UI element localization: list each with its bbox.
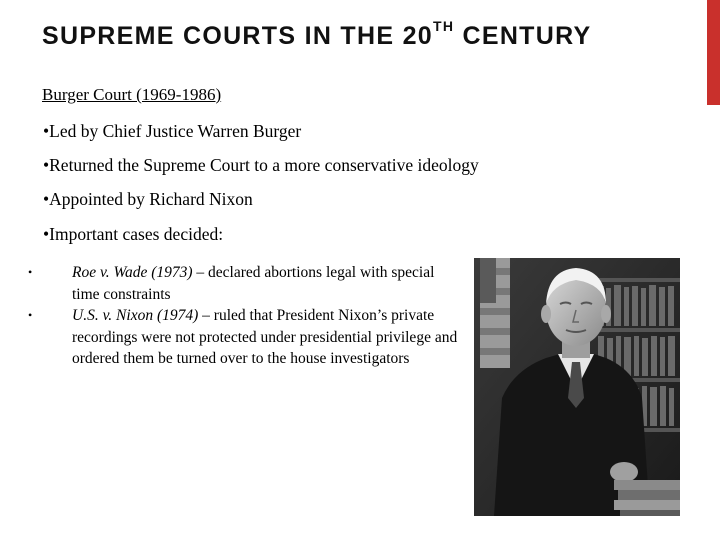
case-name: Roe v. Wade (1973) [72, 264, 193, 281]
title-superscript: TH [432, 18, 455, 34]
case-list [26, 262, 458, 370]
case-item-roe [26, 262, 458, 305]
bullet-ideology: •Returned the Supreme Court to a more conservative ideology [43, 155, 479, 175]
portrait-photo-icon [474, 258, 680, 516]
accent-bar [707, 0, 720, 105]
bullet-marker: • [28, 265, 33, 279]
warren-burger-portrait [474, 258, 680, 516]
case-item-nixon [26, 305, 458, 370]
bullet-chief-justice: •Led by Chief Justice Warren Burger [43, 121, 302, 141]
case-description: – ruled that President Nixon’s private recordings were not protected under presidential privilege and ordered them be turned over to the house investigators [72, 307, 458, 367]
court-subheading: Burger Court (1969-1986) [42, 85, 222, 104]
case-name: U.S. v. Nixon (1974) [72, 307, 199, 324]
bullet-appointed: •Appointed by Richard Nixon [43, 189, 253, 209]
case-description: – declared abortions legal with special time constraints [72, 264, 435, 303]
title-end: CENTURY [454, 22, 592, 50]
bullet-cases: •Important cases decided: [43, 224, 224, 244]
slide-title [42, 18, 592, 51]
bullet-marker: • [28, 308, 33, 322]
title-main: SUPREME COURTS IN THE 20 [42, 22, 433, 50]
